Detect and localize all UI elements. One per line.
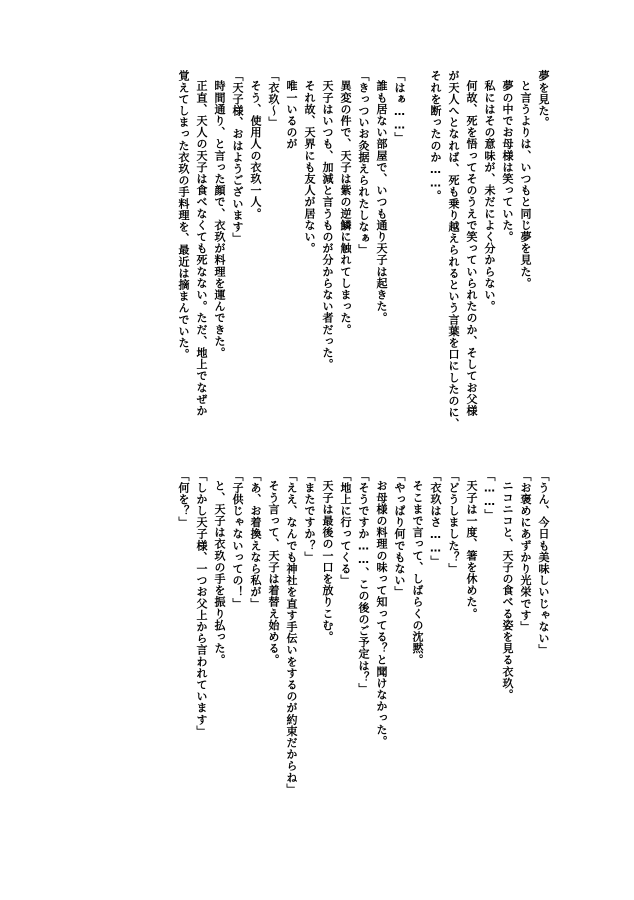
text-column: 「はぁ……」 (393, 70, 406, 144)
text-column: 「子供じゃないっての！」 (231, 470, 244, 610)
text-column: 何故、死を悟ってそのうえで笑っていられたのか、そしてお父様 (465, 80, 478, 417)
lower-text-block (0, 440, 634, 900)
text-column: 「……」 (483, 470, 496, 521)
text-column: 「衣玖はさ……」 (429, 470, 442, 567)
text-column: 「衣玖～」 (267, 70, 280, 128)
text-column: ニコニコと、天子の食べる姿を見る衣玖。 (501, 480, 514, 701)
text-column: 唯一いるのが (285, 80, 298, 150)
text-column: と、天子は衣玖の手を振り払った。 (213, 480, 226, 666)
text-column: が天人へとなれば、死も乗り越えられるという言葉を口にしたのに、 (447, 70, 460, 430)
text-column: それを断ったのか……。 (429, 70, 442, 202)
text-column: 天子はいつも、加減と言うものが分からない者だった。 (321, 80, 334, 370)
text-column: そう、使用人の衣玖一人。 (249, 80, 262, 220)
text-column: 「どうしました？」 (447, 470, 460, 575)
text-column: 私にはその意味が、未だによく分からない。 (483, 80, 496, 312)
text-column: 夢の中でお母様は笑っていた。 (501, 80, 514, 243)
upper-text-block (0, 0, 634, 440)
text-column: 「きっついお灸据えられたしなぁ」 (357, 70, 370, 256)
text-column: そこまで言って、しばらくの沈黙。 (411, 480, 424, 666)
text-column: 「うん、今日も美味しいじゃない」 (537, 470, 550, 656)
text-column: 「やっぱり何でもない」 (393, 470, 406, 598)
text-column: 「地上に行ってくる」 (339, 470, 352, 586)
text-column: 「何を？」 (177, 470, 190, 528)
text-column: 時間通り、と言った顔で、衣玖が料理を運んできた。 (213, 80, 226, 359)
text-column: 天子は一度、箸を休めた。 (465, 480, 478, 620)
text-column: 正直、天人の天子は食べなくても死なない。ただ、地上でなぜか (195, 80, 208, 417)
text-column: 「ええ、なんでも神社を直す手伝いをするのが約束だからね」 (285, 470, 298, 795)
text-column: 「天子様、おはようございます」 (231, 70, 244, 244)
text-column: と言うよりは、いつもと同じ夢を見た。 (519, 80, 532, 289)
text-column: 誰も居ない部屋で、いつも通り天子は起きた。 (375, 80, 388, 324)
text-column: 「またですか？」 (303, 470, 316, 563)
text-column: 覚えてしまった衣玖の手料理を、最近は摘まんでいた。 (177, 70, 190, 360)
text-column: 天子は最後の一口を放りこむ。 (321, 480, 334, 643)
text-column: 「そうですか……、この後のご予定は？」 (357, 470, 370, 695)
text-column: お母様の料理の味って知ってる？と聞けなかった。 (375, 480, 388, 747)
text-column: 夢を見た。 (537, 70, 550, 128)
text-column: 「あ、お着換えなら私が」 (249, 470, 262, 610)
text-column: それ故、天界にも友人が居ない。 (303, 80, 316, 254)
text-column: 「お褒めにあずかり光栄です」 (519, 470, 532, 633)
text-column: そう言って、天子は着替え始める。 (267, 480, 280, 666)
text-column: 「しかし天子様、一つお父上から言われています」 (195, 470, 208, 737)
text-column: 異変の件で、天子は紫の逆鱗に触れてしまった。 (339, 80, 352, 336)
